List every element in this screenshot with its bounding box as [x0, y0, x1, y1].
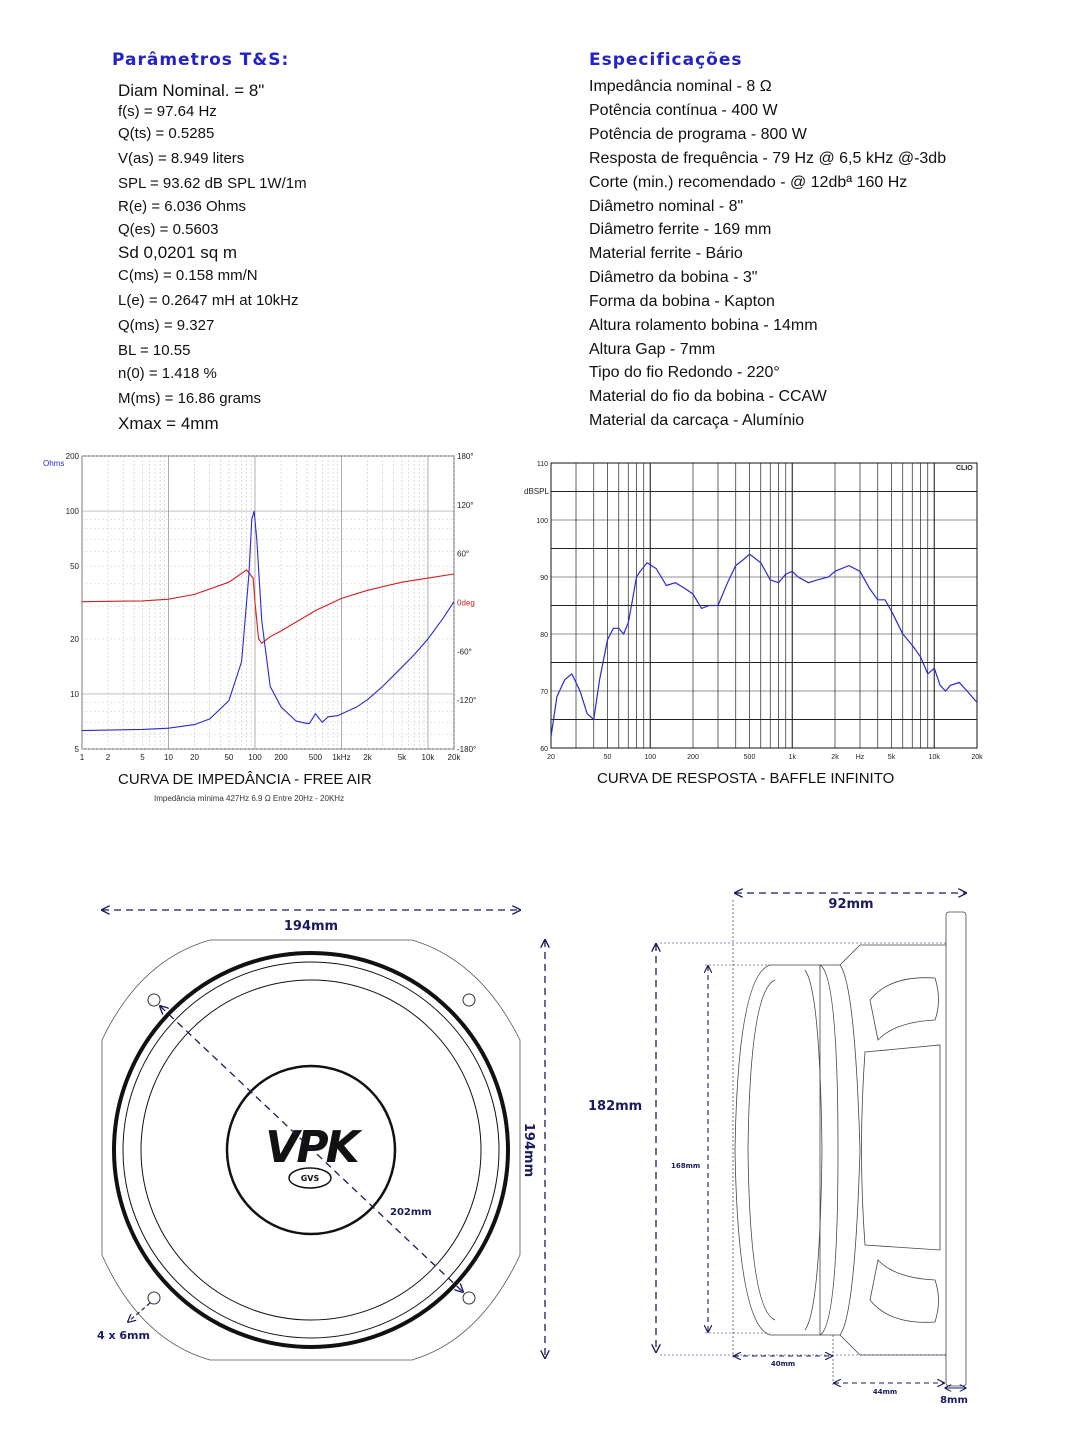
spec-item: Material da carcaça - Alumínio [589, 412, 805, 429]
spec-item: Potência contínua - 400 W [589, 102, 778, 119]
spec-item: Diâmetro nominal - 8" [589, 198, 744, 215]
basket-outline [820, 945, 946, 1355]
response-ylabel: dBSPL [524, 487, 549, 496]
x-tick-label: 1 [79, 753, 85, 762]
param-item: Diam Nominal. = 8" [118, 81, 265, 100]
x-tick-label: 50 [224, 753, 234, 762]
param-item: Q(es) = 0.5603 [118, 221, 219, 238]
basket-rib [870, 978, 939, 1040]
spec-item: Material do fio da bobina - CCAW [589, 388, 827, 405]
impedance-ylabel: Ohms [43, 459, 65, 468]
spec-item: Altura Gap - 7mm [589, 341, 716, 358]
specs-title: Especificações [589, 50, 743, 70]
basket-rib [870, 1260, 939, 1322]
front-view [97, 910, 545, 1360]
hole-leader [128, 1303, 150, 1322]
magnet-front [735, 965, 838, 1335]
cone-profile [840, 965, 860, 1335]
mount-hole [148, 1292, 160, 1304]
x-tick-label: 200 [274, 753, 288, 762]
spec-item: Impedância nominal - 8 Ω [589, 78, 772, 95]
x-tick-label: 5 [140, 753, 145, 762]
phase-tick-label: 0deg [457, 598, 475, 608]
param-item: n(0) = 1.418 % [118, 365, 217, 382]
holes-label: 4 x 6mm [97, 1329, 150, 1342]
clio-brand: CLIO [956, 465, 973, 472]
diagonal-dimension [160, 1006, 463, 1292]
magnet-diameter-label: 168mm [671, 1162, 701, 1170]
spec-item: Material ferrite - Bário [589, 245, 743, 262]
param-item: L(e) = 0.2647 mH at 10kHz [118, 292, 299, 309]
basket-depth-label: 44mm [872, 1388, 898, 1396]
x-tick-label: 500 [308, 753, 323, 762]
x-tick-label: 200 [687, 754, 699, 761]
magnet-inner [748, 980, 775, 1320]
magnet-depth-label: 40mm [770, 1360, 796, 1368]
x-tick-label: 2k [831, 754, 839, 761]
param-item: V(as) = 8.949 liters [118, 150, 245, 167]
y-tick-label: 70 [540, 689, 548, 696]
spec-item: Corte (min.) recomendado - @ 12dbª 160 Hz [589, 174, 908, 191]
param-item: f(s) = 97.64 Hz [118, 103, 217, 120]
x-tick-label: 5k [397, 753, 407, 762]
side-view [735, 912, 966, 1386]
x-tick-label: 500 [743, 754, 756, 761]
diagonal-label: 202mm [390, 1207, 432, 1218]
y-tick-label: 60 [540, 746, 548, 753]
basket-window [862, 1045, 941, 1250]
spec-item: Diâmetro ferrite - 169 mm [589, 221, 772, 238]
height-label: 194mm [521, 1122, 536, 1178]
outer-diameter-label: 182mm [588, 1099, 643, 1114]
mount-hole [463, 1292, 475, 1304]
param-item: C(ms) = 0.158 mm/N [118, 267, 258, 284]
x-tick-label: 2k [363, 753, 372, 762]
params-title: Parâmetros T&S: [112, 50, 290, 70]
spec-item: Potência de programa - 800 W [589, 126, 807, 143]
impedance-title: CURVA DE IMPEDÂNCIA - FREE AIR [118, 771, 372, 788]
y-tick-label: 110 [536, 461, 548, 468]
param-item: R(e) = 6.036 Ohms [118, 198, 246, 215]
phase-tick-label: 60° [457, 549, 470, 559]
mount-hole [463, 994, 475, 1006]
x-tick-label: 10k [421, 753, 435, 762]
param-item: Q(ts) = 0.5285 [118, 125, 215, 142]
x-tick-label: 5k [887, 754, 896, 761]
x-tick-label: 1k [788, 754, 796, 761]
param-item: M(ms) = 16.86 grams [118, 390, 261, 407]
response-title: CURVA DE RESPOSTA - BAFFLE INFINITO [597, 770, 895, 787]
phase-tick-label: -60° [457, 647, 472, 657]
y-tick-label: 100 [536, 518, 548, 525]
spec-item: Resposta de frequência - 79 Hz @ 6,5 kHz @-3db [589, 150, 947, 167]
spec-item: Diâmetro da bobina - 3" [589, 269, 758, 286]
y-tick-label: 80 [540, 632, 548, 639]
x-tick-label: 2 [105, 753, 111, 762]
y-tick-label: 200 [65, 452, 79, 461]
param-item: Sd 0,0201 sq m [118, 243, 238, 262]
flange-label: 8mm [940, 1395, 968, 1406]
param-item: Q(ms) = 9.327 [118, 317, 215, 334]
x-tick-label: 100 [248, 753, 262, 762]
x-tick-label: 20 [190, 753, 199, 762]
x-tick-label: Hz [855, 754, 865, 761]
x-tick-label: 10k [928, 754, 940, 761]
x-tick-label: 20k [447, 753, 461, 762]
param-item: Xmax = 4mm [118, 414, 219, 433]
side-dimensions [588, 893, 968, 1406]
y-tick-label: 90 [540, 575, 548, 582]
param-item: BL = 10.55 [118, 342, 191, 359]
x-tick-label: 100 [644, 754, 657, 761]
phase-tick-label: -180° [457, 745, 477, 754]
impedance-subtitle: Impedância mínima 427Hz 6.9 Ω Entre 20Hz - 20KHz [154, 794, 345, 803]
spec-item: Forma da bobina - Kapton [589, 293, 775, 310]
phase-tick-label: -120° [457, 696, 477, 706]
vpk-logo: VPK [265, 1122, 357, 1173]
spec-item: Tipo do fio Redondo - 220° [589, 364, 780, 381]
y-tick-label: 5 [74, 745, 79, 754]
pole-plate [805, 970, 822, 1330]
x-tick-label: 10 [164, 753, 173, 762]
x-tick-label: 20k [971, 754, 983, 761]
x-tick-label: 20 [547, 754, 555, 761]
spec-item: Altura rolamento bobina - 14mm [589, 317, 818, 334]
x-tick-label: 50 [603, 754, 612, 761]
phase-tick-label: 120° [457, 500, 474, 510]
y-tick-label: 100 [65, 507, 79, 517]
y-tick-label: 10 [70, 689, 79, 699]
depth-label: 92mm [828, 897, 874, 912]
y-tick-label: 50 [70, 562, 79, 572]
mount-hole [148, 994, 160, 1006]
flange [946, 912, 966, 1386]
phase-tick-label: 180° [457, 452, 474, 461]
width-label: 194mm [283, 919, 339, 934]
y-tick-label: 20 [70, 634, 79, 644]
x-tick-label: 1kHz [332, 753, 351, 762]
gvs-logo: GVS [300, 1174, 320, 1183]
param-item: SPL = 93.62 dB SPL 1W/1m [118, 175, 307, 192]
